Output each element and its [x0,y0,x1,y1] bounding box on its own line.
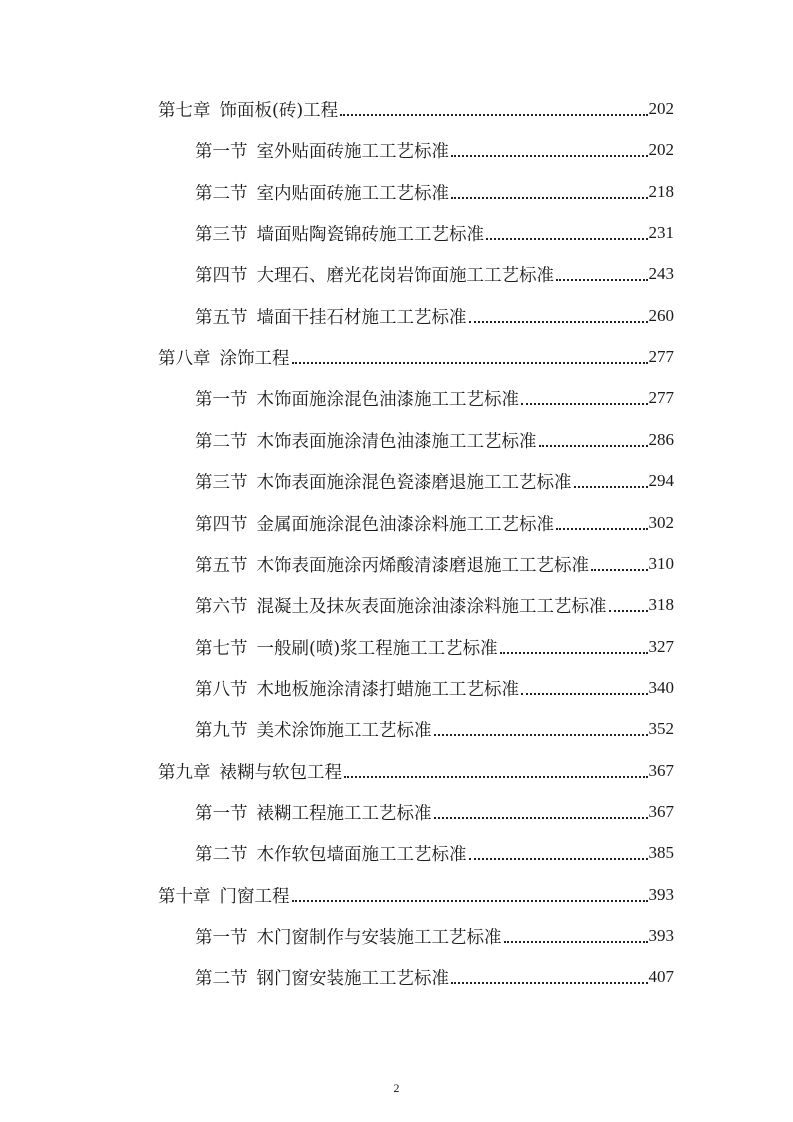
toc-entry-title: 裱糊工程施工工艺标准 [256,803,432,824]
toc-entry-page: 286 [648,430,674,449]
toc-entry-label: 第九节 [195,720,248,741]
toc-entry-title: 一般刷(喷)浆工程施工工艺标准 [256,638,498,659]
toc-section-entry [195,921,674,951]
toc-entry-label: 第十章 [158,886,211,907]
dot-leader [451,982,648,984]
toc-entry-page: 202 [648,99,674,118]
toc-entry-title: 室外贴面砖施工工艺标准 [256,141,449,162]
toc-section-entry [195,135,674,165]
toc-entry-page: 260 [648,306,674,325]
dot-leader [504,941,648,943]
toc-entry-label: 第六节 [195,596,248,617]
dot-leader [521,693,648,695]
dot-leader [292,362,648,364]
toc-entry-label: 第七节 [195,638,248,659]
toc-chapter-entry [158,342,674,372]
toc-entry-page: 277 [648,347,674,366]
toc-entry-title: 美术涂饰施工工艺标准 [256,720,432,741]
toc-entry-label: 第二节 [195,431,248,452]
toc-entry-page: 340 [648,678,674,697]
dot-leader [574,486,648,488]
toc-entry-title: 墙面贴陶瓷锦砖施工工艺标准 [256,224,484,245]
dot-leader [451,155,648,157]
toc-entry-title: 金属面施涂混色油漆涂料施工工艺标准 [256,514,554,535]
toc-entry-page: 327 [648,637,674,656]
dot-leader [556,528,648,530]
toc-entry-page: 302 [648,513,674,532]
dot-leader [591,569,648,571]
dot-leader [434,734,648,736]
toc-entry-page: 310 [648,554,674,573]
toc-entry-label: 第三节 [195,224,248,245]
toc-entry-page: 367 [648,802,674,821]
toc-entry-title: 饰面板(砖)工程 [219,100,339,121]
dot-leader [556,279,648,281]
toc-entry-page: 393 [648,885,674,904]
toc-entry-label: 第四节 [195,514,248,535]
dot-leader [469,321,648,323]
toc-entry-label: 第八节 [195,679,248,700]
toc-entry-title: 木地板施涂清漆打蜡施工工艺标准 [256,679,519,700]
toc-entry-title: 木作软包墙面施工工艺标准 [256,844,467,865]
toc-entry-page: 243 [648,264,674,283]
toc-entry-label: 第三节 [195,472,248,493]
toc-entry-title: 墙面干挂石材施工工艺标准 [256,307,467,328]
toc-section-entry [195,632,674,662]
toc-entry-label: 第一节 [195,389,248,410]
toc-entry-label: 第一节 [195,803,248,824]
toc-entry-title: 木饰表面施涂混色瓷漆磨退施工工艺标准 [256,472,572,493]
toc-entry-page: 231 [648,223,674,242]
dot-leader [609,610,648,612]
toc-chapter-entry [158,880,674,910]
page-number: 2 [393,1081,400,1095]
toc-section-entry [195,714,674,744]
toc-entry-title: 混凝土及抹灰表面施涂油漆涂料施工工艺标准 [256,596,607,617]
toc-entry-label: 第一节 [195,927,248,948]
toc-entry-title: 门窗工程 [219,886,290,907]
dot-leader [539,445,648,447]
toc-entry-page: 202 [648,140,674,159]
toc-entry-title: 裱糊与软包工程 [219,762,342,783]
toc-section-entry [195,466,674,496]
toc-entry-page: 318 [648,595,674,614]
toc-entry-title: 室内贴面砖施工工艺标准 [256,183,449,204]
dot-leader [344,776,648,778]
toc-section-entry [195,962,674,992]
toc-section-entry [195,301,674,331]
toc-section-entry [195,425,674,455]
toc-entry-page: 385 [648,843,674,862]
dot-leader [521,403,648,405]
toc-section-entry [195,838,674,868]
toc-entry-page: 407 [648,967,674,986]
toc-entry-page: 367 [648,761,674,780]
toc-entry-title: 木饰表面施涂清色油漆施工工艺标准 [256,431,537,452]
toc-entry-label: 第四节 [195,265,248,286]
toc-section-entry [195,177,674,207]
toc-section-entry [195,549,674,579]
toc-entry-label: 第二节 [195,968,248,989]
dot-leader [340,114,647,116]
toc-entry-page: 393 [648,926,674,945]
toc-entry-page: 352 [648,719,674,738]
toc-entry-page: 218 [648,182,674,201]
toc-entry-page: 277 [648,388,674,407]
toc-entry-title: 大理石、磨光花岗岩饰面施工工艺标准 [256,265,554,286]
toc-chapter-entry [158,94,674,124]
dot-leader [486,238,648,240]
toc-section-entry [195,590,674,620]
toc-section-entry [195,218,674,248]
dot-leader [469,858,648,860]
toc-entry-label: 第二节 [195,183,248,204]
toc-entry-page: 294 [648,471,674,490]
toc-entry-title: 涂饰工程 [219,348,290,369]
dot-leader [292,900,648,902]
toc-entry-title: 钢门窗安装施工工艺标准 [256,968,449,989]
toc-entry-label: 第九章 [158,762,211,783]
dot-leader [500,652,648,654]
toc-entry-label: 第八章 [158,348,211,369]
dot-leader [451,197,648,199]
toc-entry-title: 木门窗制作与安装施工工艺标准 [256,927,502,948]
dot-leader [434,817,648,819]
toc-entry-title: 木饰表面施涂丙烯酸清漆磨退施工工艺标准 [256,555,589,576]
toc-entry-label: 第五节 [195,307,248,328]
toc-section-entry [195,383,674,413]
toc-section-entry [195,508,674,538]
toc-entry-label: 第一节 [195,141,248,162]
toc-section-entry [195,673,674,703]
toc-chapter-entry [158,756,674,786]
toc-entry-label: 第五节 [195,555,248,576]
toc-entry-label: 第二节 [195,844,248,865]
toc-section-entry [195,259,674,289]
toc-entry-label: 第七章 [158,100,211,121]
toc-section-entry [195,797,674,827]
toc-entry-title: 木饰面施涂混色油漆施工工艺标准 [256,389,519,410]
